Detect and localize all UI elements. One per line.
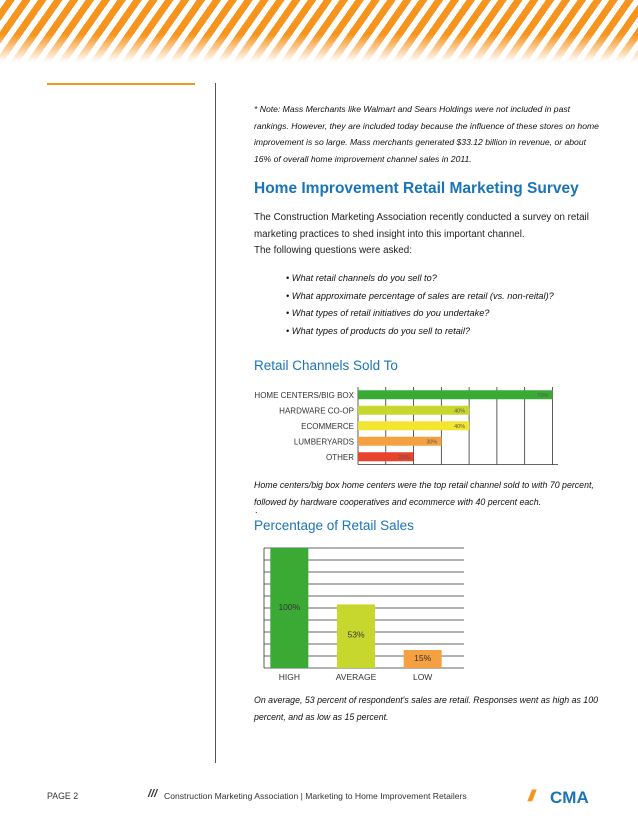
cma-logo: CMA: [550, 788, 589, 807]
survey-heading: Home Improvement Retail Marketing Survey: [254, 180, 579, 197]
chart-category-label: LUMBERYARDS: [293, 437, 354, 447]
chart-category-label: LOW: [412, 672, 433, 682]
page-footer: [0, 788, 638, 808]
chart-category-label: ECOMMERCE: [301, 421, 354, 431]
survey-intro: [254, 210, 604, 260]
chart-category-label: HOME CENTERS/BIG BOX: [254, 390, 354, 400]
stray-period: .: [255, 505, 258, 515]
page-number: PAGE 2: [47, 791, 79, 801]
survey-question: • What retail channels do you sell to?: [286, 273, 437, 283]
retail-sales-heading: Percentage of Retail Sales: [254, 518, 414, 533]
chart-category-label: OTHER: [326, 452, 354, 462]
survey-question: • What approximate percentage of sales are retail (vs. non-reital)?: [286, 290, 554, 301]
chart-data-label: 100%: [278, 602, 301, 612]
chart-bar: [358, 406, 469, 415]
chart-data-label: 15%: [414, 653, 432, 663]
cma-logo-mark: ///: [528, 788, 533, 805]
chart-category-label: HIGH: [278, 672, 300, 682]
footer-title: Construction Marketing Association | Marketing to Home Improvement Retailers: [164, 791, 467, 801]
survey-intro-text-2: The following questions were asked:: [254, 245, 412, 256]
mass-merchants-note: * Note: Mass Merchants like Walmart and Sears Holdings were not included in past rankings. However, they are included today because the influence of these stores on home improvement is so large. Mass merchants generated $33.12 billion in revenue, or about 16% of overall home improvement channel sales in 2011.: [254, 104, 599, 164]
chart-category-label: AVERAGE: [335, 672, 377, 682]
chart-data-label: 53%: [347, 629, 365, 640]
survey-question: • What types of products do you sell to retail?: [286, 325, 470, 336]
chart-data-label: 30%: [426, 439, 438, 446]
chart-bar: [358, 390, 552, 399]
footer-slash-mark: ///: [148, 788, 158, 800]
chart-data-label: 40%: [454, 408, 466, 415]
survey-question-list: [286, 270, 554, 340]
retail-channels-caption: Home centers/big box home centers were the top retail channel sold to with 70 percent, followed by hardware cooperatives and ecommerce with 40 percent each.: [254, 480, 594, 507]
orange-divider: [47, 83, 195, 85]
chart-data-label: 70%: [537, 392, 549, 399]
survey-question: • What types of retail initiatives do you undertake?: [286, 308, 490, 318]
chart-bar: [358, 421, 469, 430]
retail-channels-heading: Retail Channels Sold To: [254, 358, 398, 373]
retail-sales-caption: On average, 53 percent of respondent's sales are retail. Responses went as high as 100 percent, and as low as 15 percent.: [254, 695, 598, 722]
chart-category-label: HARDWARE CO-OP: [279, 406, 354, 416]
survey-intro-text: The Construction Marketing Association recently conducted a survey on retail marketing practices to shed insight into this important channel.: [254, 212, 589, 240]
column-divider: [215, 83, 216, 763]
retail-sales-chart: [254, 540, 474, 685]
chart-data-label: 20%: [398, 454, 410, 461]
header-hatch-fade: [0, 0, 638, 62]
chart-data-label: 40%: [454, 423, 466, 430]
retail-channels-chart: [254, 383, 574, 467]
